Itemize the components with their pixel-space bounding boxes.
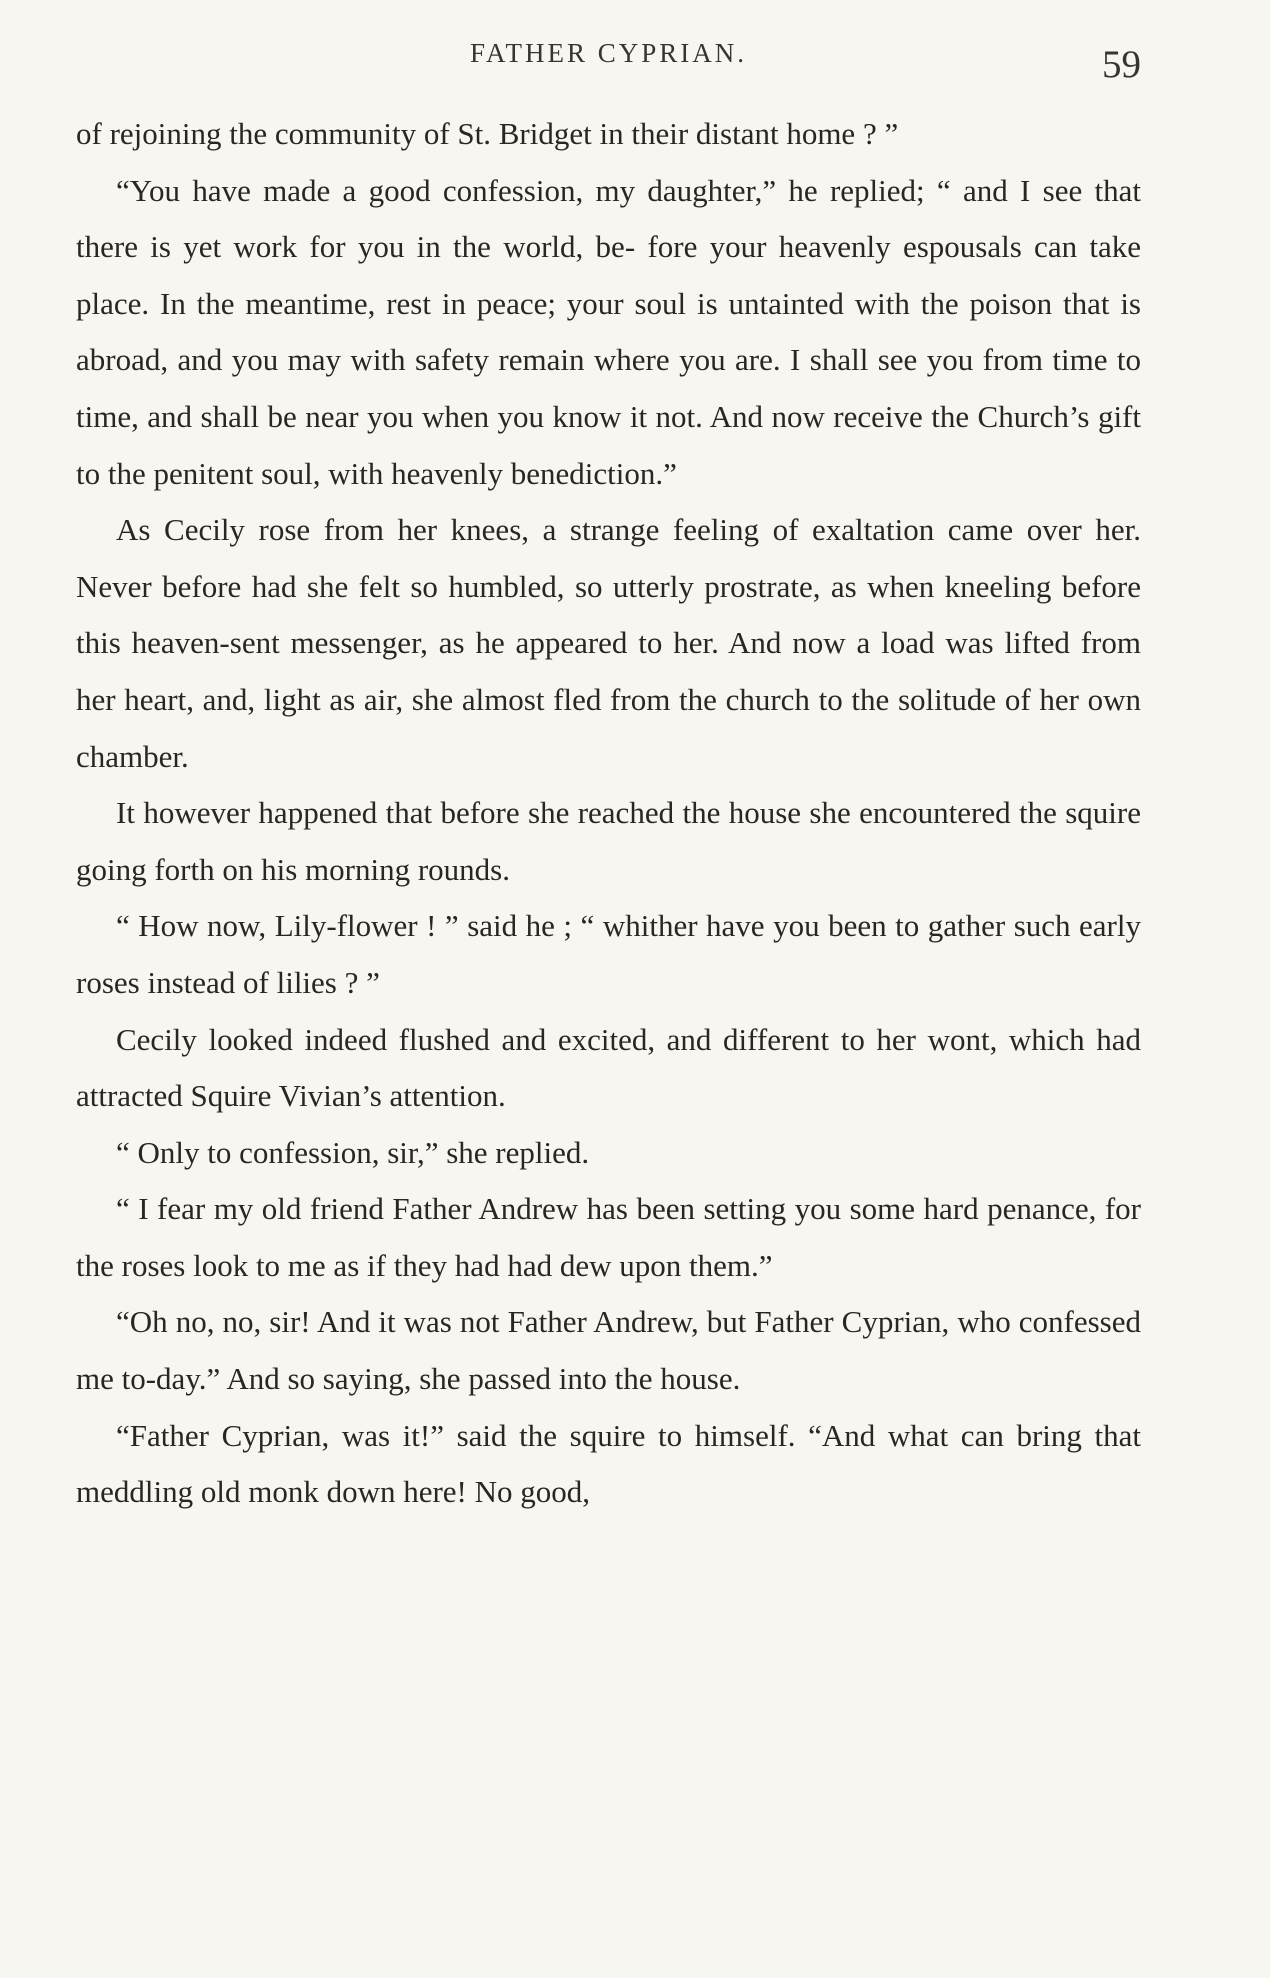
paragraph: It however happened that before she reached the house she encountered the squire going forth on his morning rounds. xyxy=(76,795,1141,887)
page-number: 59 xyxy=(1102,43,1141,86)
paragraph: “Oh no, no, sir! And it was not Father Andrew, but Father Cyprian, who confessed me to-day.” And so saying, she passed into the house. xyxy=(76,1304,1141,1397)
paragraph: “ Only to confession, sir,” she replied. xyxy=(116,1134,590,1170)
paragraph: of rejoining the community of St. Bridget in their distant home ? ” xyxy=(76,116,899,151)
running-title: FATHER CYPRIAN. xyxy=(469,38,748,68)
paragraph: As Cecily rose from her knees, a strange feeling of exaltation came over her. Never before had she felt so humbled, so utterly prostrate, as when kneeling before this heaven-sent messenger, as he appeared to her. And now a load was lifted from her heart, and, light as air, she almost fled from the church to the solitude of her own chamber. xyxy=(76,512,1141,774)
paragraph: “ How now, Lily-flower ! ” said he ; “ whither have you been to gather such early roses instead of lilies ? ” xyxy=(76,908,1141,1000)
paragraph: “ I fear my old friend Father Andrew has been setting you some hard penance, for the roses look to me as if they had had dew upon them.” xyxy=(76,1191,1141,1283)
running-head xyxy=(76,38,1141,88)
paragraph: Cecily looked indeed flushed and excited, and different to her wont, which had attracted Squire Vivian’s attention. xyxy=(76,1021,1141,1114)
paragraph: “Father Cyprian, was it!” said the squire to himself. “And what can bring that meddling old monk down here! No good, xyxy=(76,1417,1141,1510)
body-text xyxy=(76,106,1141,1521)
paragraph: “You have made a good confession, my daughter,” he replied; “ and I see that there is yet work for you in the world, be- fore your heavenly espousals can take place. In the meantime, rest in peace; your soul is untainted with the poison that is abroad, and you may with safety remain where you are. I shall see you from time to time, and shall be near you when you know it not. And now receive the Church’s gift to the penitent soul, with heavenly benediction.” xyxy=(76,172,1141,491)
